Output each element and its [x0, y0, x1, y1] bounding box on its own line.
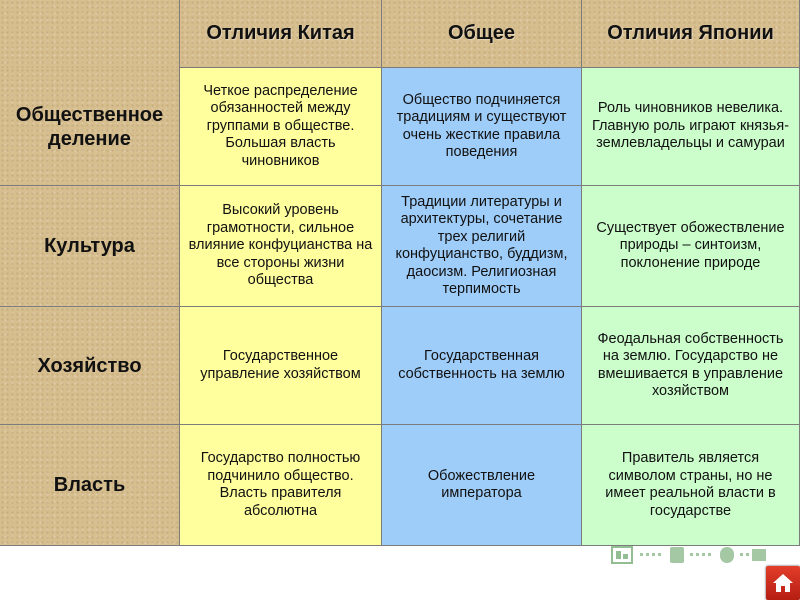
cell-power-common: Обожествление императора: [382, 425, 582, 546]
cell-culture-common: Традиции литературы и архитектуры, сочетание трех религий конфуцианство, буддизм, даосизм. Религиозная терпимость: [382, 186, 582, 307]
cell-culture-japan: Существует обожествление природы – синтоизм, поклонение природе: [582, 186, 800, 307]
cell-society-japan: Роль чиновников невелика. Главную роль играют князья-землевладельцы и самураи: [582, 68, 800, 186]
column-header-common: Общее: [382, 0, 582, 68]
cell-power-japan: Правитель является символом страны, но не имеет реальной власти в государстве: [582, 425, 800, 546]
table-corner: [0, 0, 180, 68]
cell-society-common: Общество подчиняется традициям и существуют очень жесткие правила поведения: [382, 68, 582, 186]
column-header-japan: Отличия Японии: [582, 0, 800, 68]
cell-power-china: Государство полностью подчинило общество. Власть правителя абсолютна: [180, 425, 382, 546]
presentation-watermark-icon: [610, 540, 770, 570]
home-icon[interactable]: [766, 566, 800, 600]
cell-economy-common: Государственная собственность на землю: [382, 307, 582, 425]
row-header-power: Власть: [0, 425, 180, 546]
cell-economy-china: Государственное управление хозяйством: [180, 307, 382, 425]
row-header-society: Общественное деление: [0, 68, 180, 186]
column-header-china: Отличия Китая: [180, 0, 382, 68]
row-header-culture: Культура: [0, 186, 180, 307]
cell-economy-japan: Феодальная собственность на землю. Государство не вмешивается в управление хозяйством: [582, 307, 800, 425]
cell-society-china: Четкое распределение обязанностей между группами в обществе. Большая власть чиновников: [180, 68, 382, 186]
row-header-economy: Хозяйство: [0, 307, 180, 425]
cell-culture-china: Высокий уровень грамотности, сильное влияние конфуцианства на все стороны жизни общества: [180, 186, 382, 307]
